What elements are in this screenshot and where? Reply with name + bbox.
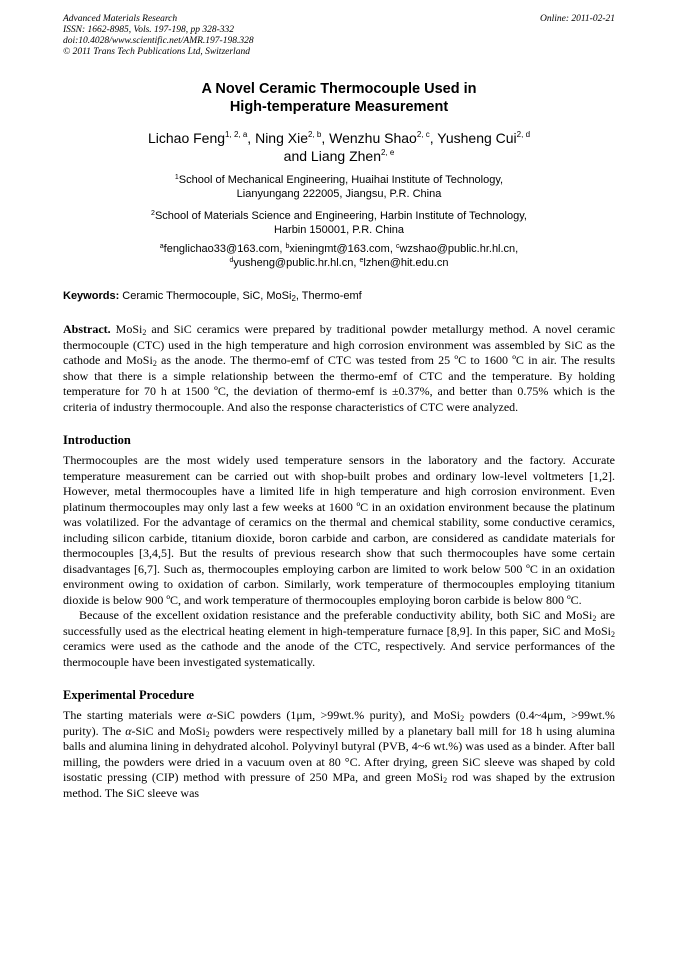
abstract-text: and SiC ceramics were prepared by traditional powder metallurgy method. A novel ceramic thermocouple (CTC) used in the high temperature and high corrosion environment was assembled by SiC as the cathode and MoSi <box>63 322 615 367</box>
email-link[interactable]: lzhen@hit.edu.cn <box>363 256 449 269</box>
affiliation-sup: 1 <box>174 174 179 181</box>
title-line-1: A Novel Ceramic Thermocouple Used in <box>201 81 477 97</box>
email-link[interactable]: yusheng@public.hr.hl.cn, <box>233 256 360 269</box>
keywords-label: Keywords: <box>63 290 120 302</box>
abstract-sub: 2 <box>152 359 157 368</box>
paper-title <box>63 80 615 116</box>
alpha-symbol: α <box>206 708 213 722</box>
affiliation-text: School of Mechanical Engineering, Huaihai Institute of Technology, <box>178 174 504 186</box>
keywords-text: Ceramic Thermocouple, SiC, MoSi <box>119 290 292 302</box>
keywords-text: , Thermo-emf <box>295 290 362 302</box>
author-sup: 2, b <box>308 130 322 139</box>
introduction-heading: Introduction <box>63 433 131 447</box>
abstract-text: MoSi <box>110 322 143 336</box>
author-name: Wenzhu Shao <box>329 130 417 146</box>
affiliation-1-line-1 <box>63 173 615 187</box>
paragraph-sub: 2 <box>592 614 597 623</box>
affiliation-text: School of Materials Science and Engineering, Harbin Institute of Technology, <box>154 210 527 222</box>
author-list <box>63 129 615 165</box>
author-line-2 <box>63 147 615 165</box>
journal-name: Advanced Materials Research <box>63 14 178 24</box>
abstract-text: as the anode. The thermo-emf of CTC was tested from 25 ºC to 1600 ºC in air. The results show that there is a simple relationship between the thermo-emf of CTC and the temperature. By holding temperature for 70 h at 1500 ºC, the deviation of thermo-emf is ±0.37%, and better than 0.75% which is the criteria of industry thermocouple. And also the response characteristics of CTC were analyzed. <box>63 353 615 414</box>
email-line-2 <box>63 257 615 271</box>
email-line-1 <box>63 243 615 257</box>
introduction-paragraph-2 <box>63 608 615 670</box>
email-sup: e <box>359 256 364 264</box>
title-line-2: High-temperature Measurement <box>229 99 449 115</box>
paragraph-sub: 2 <box>611 629 615 639</box>
author-sup: 1, 2, a <box>225 130 248 139</box>
author-and: and <box>283 148 311 164</box>
author-name: Ning Xie <box>255 130 308 146</box>
email-sup: b <box>285 243 290 250</box>
abstract <box>63 322 615 415</box>
copyright-line: © 2011 Trans Tech Publications Ltd, Switzerland <box>63 47 250 57</box>
experimental-paragraph-1 <box>63 708 615 801</box>
introduction-paragraph-1: Thermocouples are the most widely used temperature sensors in the laboratory and the factory. Accurate temperature measurement can be carried out with shop-built probes and ordinary low-level voltmeters [1,2]. However, metal thermocouples have a limited life in high temperature and high corrosion environment. Even platinum thermocouples may only last a few weeks at 1600 ºC in an oxidation environment because the platinum was volatilized. For the advantage of ceramics on the thermal and chemical stability, some conductive ceramics, including silicon carbide, titanium dioxide, boron carbide and carbon, are considered as candidate materials for thermocouples [3,4,5]. But the results of previous research show that such thermocouples have some certain disadvantages [6,7]. Such as, thermocouples employing carbon are limited to work below 500 ºC in an oxidation environment owing to oxidation of carbon. Similarly, work temperature of thermocouples employing titanium dioxide is below 900 ºC, and work temperature of thermocouples employing boron carbide is below 800 ºC. <box>63 453 615 607</box>
email-sup: a <box>159 243 164 250</box>
journal-header <box>63 14 615 58</box>
author-sup: 2, c <box>416 130 430 139</box>
paragraph-sub: 2 <box>460 714 465 723</box>
keywords <box>63 289 615 303</box>
abstract-label: Abstract. <box>63 322 111 336</box>
paragraph-text: Because of the excellent oxidation resistance and the preferable conductivity ability, both SiC and MoSi <box>79 608 593 622</box>
author-sup: 2, d <box>516 130 531 139</box>
author-sup: 2, e <box>380 148 395 157</box>
author-line-1 <box>63 129 615 147</box>
affiliation-1 <box>63 173 615 201</box>
abstract-sub: 2 <box>142 328 147 337</box>
paragraph-text: are successfully used as the electrical heating element in high-temperature furnace [8,9]. In this paper, SiC and MoSi <box>63 608 615 638</box>
email-sup: c <box>395 243 400 250</box>
author-sep: , <box>247 130 256 146</box>
alpha-symbol: α <box>125 723 132 738</box>
paragraph-text: The starting materials were <box>63 708 207 722</box>
keywords-sub: 2 <box>291 294 296 303</box>
paragraph-text: rod was shaped by the extrusion method. The SiC sleeve was <box>63 770 615 800</box>
experimental-heading: Experimental Procedure <box>63 688 195 702</box>
author-name: Liang Zhen <box>310 148 381 164</box>
issn-line: ISSN: 1662-8985, Vols. 197-198, pp 328-332 <box>63 25 234 35</box>
email-sup: d <box>229 256 234 264</box>
author-name: Yusheng Cui <box>437 130 517 146</box>
author-sep: , <box>429 130 438 146</box>
email-link[interactable]: fenglichao33@163.com, <box>163 243 286 255</box>
paragraph-text: powders (0.4~4μm, >99wt.% purity). The <box>63 708 615 738</box>
paragraph-text: ceramics were used as the cathode and the anode of the CTC, respectively. And service performances of the thermocouple have been investigated systematically. <box>63 639 615 669</box>
affiliation-1-line-2: Lianyungang 222005, Jiangsu, P.R. China <box>236 188 442 200</box>
email-link[interactable]: wzshao@public.hr.hl.cn, <box>399 243 519 255</box>
author-emails <box>63 243 615 270</box>
paragraph-text: -SiC powders (1μm, >99wt.% purity), and MoSi <box>212 708 461 722</box>
author-sep: , <box>321 130 330 146</box>
affiliation-2-line-2: Harbin 150001, P.R. China <box>273 224 405 236</box>
paragraph-text: -SiC and MoSi <box>131 723 206 738</box>
paragraph-sub: 2 <box>443 776 448 785</box>
paragraph-text: powders were respectively milled by a planetary ball mill for 18 h using alumina balls and alumina lining in dehydrated alcohol. Polyvinyl butyral (PVB, 4~6 wt.%) was used as a binder. After ball milling, the powders were dried in a vacuum oven at 80 °C. After drying, green SiC sleeve was shaped by cold isostatic pressing (CIP) method with pressure of 250 MPa, and green MoSi <box>63 723 615 784</box>
doi-line: doi:10.4028/www.scientific.net/AMR.197-198.328 <box>63 36 254 46</box>
affiliation-2-line-1 <box>63 209 615 223</box>
affiliation-2 <box>63 209 615 237</box>
affiliation-sup: 2 <box>151 210 155 217</box>
online-date: Online: 2011-02-21 <box>539 14 615 24</box>
email-link[interactable]: xieningmt@163.com, <box>289 243 396 255</box>
author-name: Lichao Feng <box>147 130 226 146</box>
paragraph-sub: 2 <box>205 729 210 739</box>
